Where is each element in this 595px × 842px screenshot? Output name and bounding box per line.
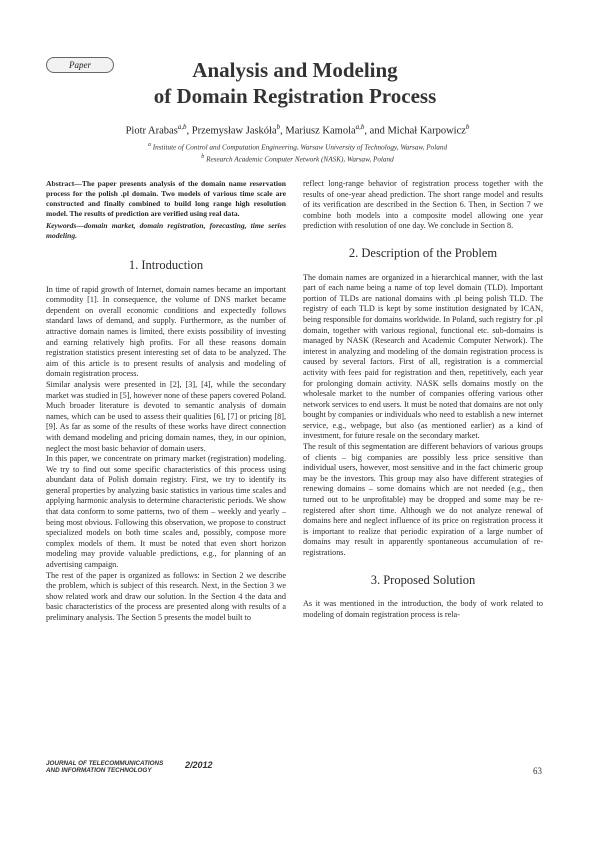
author-affil-marker: a,b — [355, 123, 365, 131]
title-line-2: of Domain Registration Process — [153, 84, 437, 108]
body-paragraph: The rest of the paper is organized as follows: in Section 2 we describe the problem, which is subject of this research. Next, in the Section 3 we show related work and draw our solution. In the Section 4 the data and basic characteristics of the process are presented along with results of a preliminary analysis. The Section 5 presents the model built to — [46, 570, 286, 622]
title-line-1: Analysis and Modeling — [192, 58, 398, 82]
author-name: Mariusz Kamola — [285, 125, 356, 137]
left-column — [46, 179, 286, 624]
author-affil-marker: b — [465, 123, 470, 131]
affiliation-text: Institute of Control and Computation Engineering, Warsaw University of Technology, Warsaw, Poland — [150, 143, 448, 152]
body-paragraph: In this paper, we concentrate on primary market (registration) modeling. We try to find out some specific characteristics of this process using abundant data of Polish domain registry. First, we try to identify its general properties by analyzing basic statistics in various time scales and applying harmonic analysis to determine characteristic periods. We show that data conform to some patterns, two of them – weekly and yearly – being most obvious. Following this observation, we propose to construct specialized models on both time scales and, possibly, compose more complex models of them. It must be noted that even short horizon modeling may provide valuable predictions, e.g., for planning of an advertising campaign. — [46, 454, 286, 570]
keywords: Keywords—domain market, domain registration, forecasting, time series modeling. — [46, 221, 286, 240]
author-name: Piotr Arabas — [125, 125, 178, 137]
body-paragraph: The domain names are organized in a hierarchical manner, with the last part of each name being a name of top level domain (TLD). Important portion of TLDs are national domains with .pl being polish TLD. The registry of each TLD is kept by some institution designated by ICAN, being responsible for domains worldwide. In Poland, such registry for .pl domain, together with various regional, functional etc. sub-domains is managed by NASK (Research and Academic Computer Network). The interest in analyzing and modeling of the domain registration process is caused by several factors. First of all, registration is a commercial activity with fees paid for registration and then, repetitively, each year for prolonging domain activity. NASK sells domains mostly on the wholesale market to the number of companies offering various other network services to end users. It must be noted that domains are not only bought by companies or individuals who need to establish a new internet service, e.g., webpage, but also (as mentioned earlier) as a kind of investment, for future resale on the secondary market. — [303, 272, 543, 441]
author-name: Michał Karpowicz — [387, 125, 466, 137]
body-paragraph: reflect long-range behavior of registration process together with the results of one-year ahead prediction. The short range model and results of its verification are described in the Section 6. Then, in Section 7 we combine both models into a composite model allowing one year prediction with resolution of one day. We conclude in Section 8. — [303, 179, 543, 231]
body-paragraph: As it was mentioned in the introduction, the body of work related to modeling of domain registration process is rela- — [303, 599, 543, 619]
journal-name-line-1: JOURNAL OF TELECOMMUNICATIONS — [46, 760, 164, 767]
section-heading-solution: 3. Proposed Solution — [370, 572, 476, 587]
affiliation-text: Research Academic Computer Network (NASK), Warsaw, Poland — [204, 155, 394, 164]
body-paragraph: Similar analysis were presented in [2], [3], [4], while the secondary market was studied in [5], however none of these papers covered Poland. Much broader literature is devoted to semantic analysis of domain names, which can be used to assess their qualities [6], [7] or pricing [8], [9]. As far as some of the results of these works have direct connection with demand modeling and pricing domain names, they, in our opinion, neglect the most basic behavior of domain users. — [46, 379, 286, 453]
author-name: Przemysław Jaskóła — [191, 125, 277, 137]
affiliation-marker: b — [201, 154, 205, 161]
affiliation-a — [40, 140, 555, 152]
journal-name-line-2: AND INFORMATION TECHNOLOGY — [46, 767, 152, 774]
page-number: 63 — [533, 766, 542, 776]
abstract: Abstract—The paper presents analysis of the domain name reservation process for the polish .pl domain. Two models of various time scale are constructed and finally combined to build long range high resolution model. The results of prediction are verified using real data. — [46, 179, 286, 218]
journal-issue: 2/2012 — [185, 760, 213, 770]
affiliations — [40, 140, 555, 165]
paper-title — [100, 57, 490, 109]
author-separator: , — [280, 125, 286, 137]
author-affil-marker: a,b — [177, 123, 187, 131]
author-separator: , — [186, 125, 192, 137]
right-column — [303, 179, 543, 620]
author-affil-marker: b — [276, 123, 281, 131]
author-list — [40, 120, 555, 139]
affiliation-marker: a — [147, 142, 151, 148]
body-paragraph: In time of rapid growth of Internet, domain names became an important commodity [1]. In consequence, the volume of DNS market became dependent on overall economic conditions and expectedly follows standard laws of demand, and supply. Furthermore, as the number of attractive domain names is limited, there exists possibility of investing and earning relatively high profits. For all these reasons domain registration statistics present interesting set of data to be analyzed. The aim of this article is to present results of analysis and modeling of domain registration process. — [46, 284, 286, 379]
section-heading-introduction: 1. Introduction — [128, 258, 204, 272]
affiliation-b — [40, 152, 555, 164]
journal-name — [46, 760, 163, 774]
body-paragraph: The result of this segmentation are different behaviors of various groups of clients – big companies are possibly less price sensitive than individual users, however, most sensitive and in the fact chimeric group may be the investors. This group may also have different strategies of renewing domains – some domains which are not needed (e.g., then turned out to be unprofitable) may be dropped and some may be re-registered after short time. Although we do not analyze renewal of domains here and neglect influence of its price on registration process it is important to realize that periodic expiration of a large number of domains may result in apparently spontaneous accumulation of re-registrations. — [303, 442, 543, 557]
article-type-tag: Paper — [46, 57, 114, 73]
section-heading-problem: 2. Description of the Problem — [348, 245, 498, 260]
author-separator: , and — [364, 125, 388, 137]
